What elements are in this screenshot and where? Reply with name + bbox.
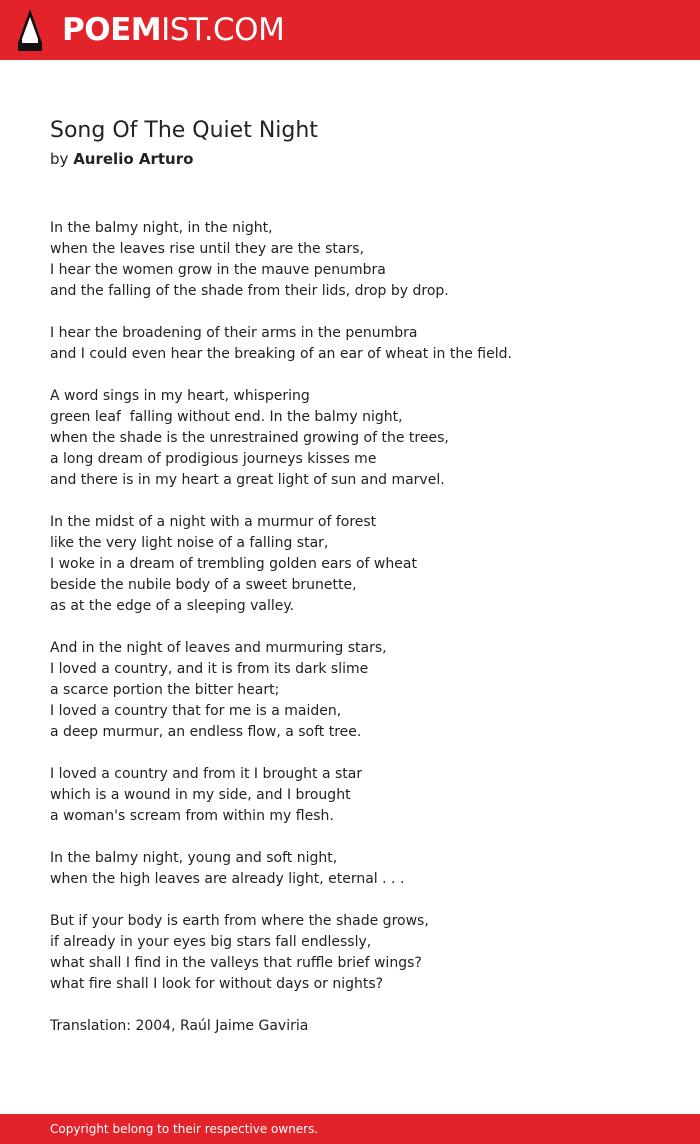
- logo-name-bold: POEM: [62, 12, 162, 48]
- stanza-5: [50, 638, 670, 743]
- poem-line: I loved a country, and it is from its dark slime: [50, 661, 369, 677]
- poem-line: and the falling of the shade from their lids, drop by drop.: [50, 283, 449, 299]
- stanza-2: [50, 323, 670, 365]
- stanza-3: [50, 386, 670, 491]
- site-footer: [0, 1114, 700, 1144]
- poem-line: I woke in a dream of trembling golden ears of wheat: [50, 556, 417, 572]
- translation-credit: Translation: 2004, Raúl Jaime Gaviria: [50, 1018, 309, 1034]
- poem-line: a scarce portion the bitter heart;: [50, 682, 280, 698]
- poem-line: I loved a country and from it I brought a star: [50, 766, 363, 782]
- site-logo[interactable]: [62, 12, 284, 48]
- pencil-tip-icon[interactable]: [18, 9, 42, 51]
- poem-line: when the shade is the unrestrained growing of the trees,: [50, 430, 449, 446]
- byline-prefix: by: [50, 150, 69, 168]
- site-header: [0, 0, 700, 60]
- stanza-8: [50, 911, 670, 995]
- stanza-7: [50, 848, 670, 890]
- poem-line: when the high leaves are already light, eternal . . .: [50, 871, 405, 887]
- poem-line: But if your body is earth from where the shade grows,: [50, 913, 429, 929]
- poem-line: as at the edge of a sleeping valley.: [50, 598, 295, 614]
- poem-body: [50, 218, 670, 1037]
- poem-line: a deep murmur, an endless flow, a soft tree.: [50, 724, 362, 740]
- poem-line: what shall I find in the valleys that ruffle brief wings?: [50, 955, 422, 971]
- poem-line: which is a wound in my side, and I brought: [50, 787, 351, 803]
- poem-line: a woman's scream from within my flesh.: [50, 808, 334, 824]
- poem-line: green leaf falling without end. In the balmy night,: [50, 409, 403, 425]
- poem-line: a long dream of prodigious journeys kisses me: [50, 451, 377, 467]
- poem-line: what fire shall I look for without days or nights?: [50, 976, 384, 992]
- poem-line: like the very light noise of a falling star,: [50, 535, 329, 551]
- stanza-4: [50, 512, 670, 617]
- byline: [50, 148, 193, 170]
- poem-title: Song Of The Quiet Night: [50, 118, 318, 143]
- poem-line: I hear the women grow in the mauve penumbra: [50, 262, 386, 278]
- copyright-notice: Copyright belong to their respective owners.: [50, 1122, 319, 1136]
- poem-line: beside the nubile body of a sweet brunette,: [50, 577, 357, 593]
- poem-line: A word sings in my heart, whispering: [50, 388, 310, 404]
- poem-line: if already in your eyes big stars fall endlessly,: [50, 934, 372, 950]
- logo-name-light: IST.COM: [161, 12, 285, 48]
- poem-line: and I could even hear the breaking of an ear of wheat in the field.: [50, 346, 512, 362]
- poem-line: In the midst of a night with a murmur of forest: [50, 514, 377, 530]
- author-name: Aurelio Arturo: [73, 150, 194, 168]
- stanza-1: [50, 218, 670, 302]
- poem-line: I loved a country that for me is a maiden,: [50, 703, 342, 719]
- poem-line: And in the night of leaves and murmuring stars,: [50, 640, 387, 656]
- poem-line: In the balmy night, in the night,: [50, 220, 273, 236]
- poem-line: when the leaves rise until they are the stars,: [50, 241, 364, 257]
- poem-line: I hear the broadening of their arms in the penumbra: [50, 325, 418, 341]
- stanza-6: [50, 764, 670, 827]
- poem-line: In the balmy night, young and soft night,: [50, 850, 338, 866]
- poem-line: and there is in my heart a great light of sun and marvel.: [50, 472, 445, 488]
